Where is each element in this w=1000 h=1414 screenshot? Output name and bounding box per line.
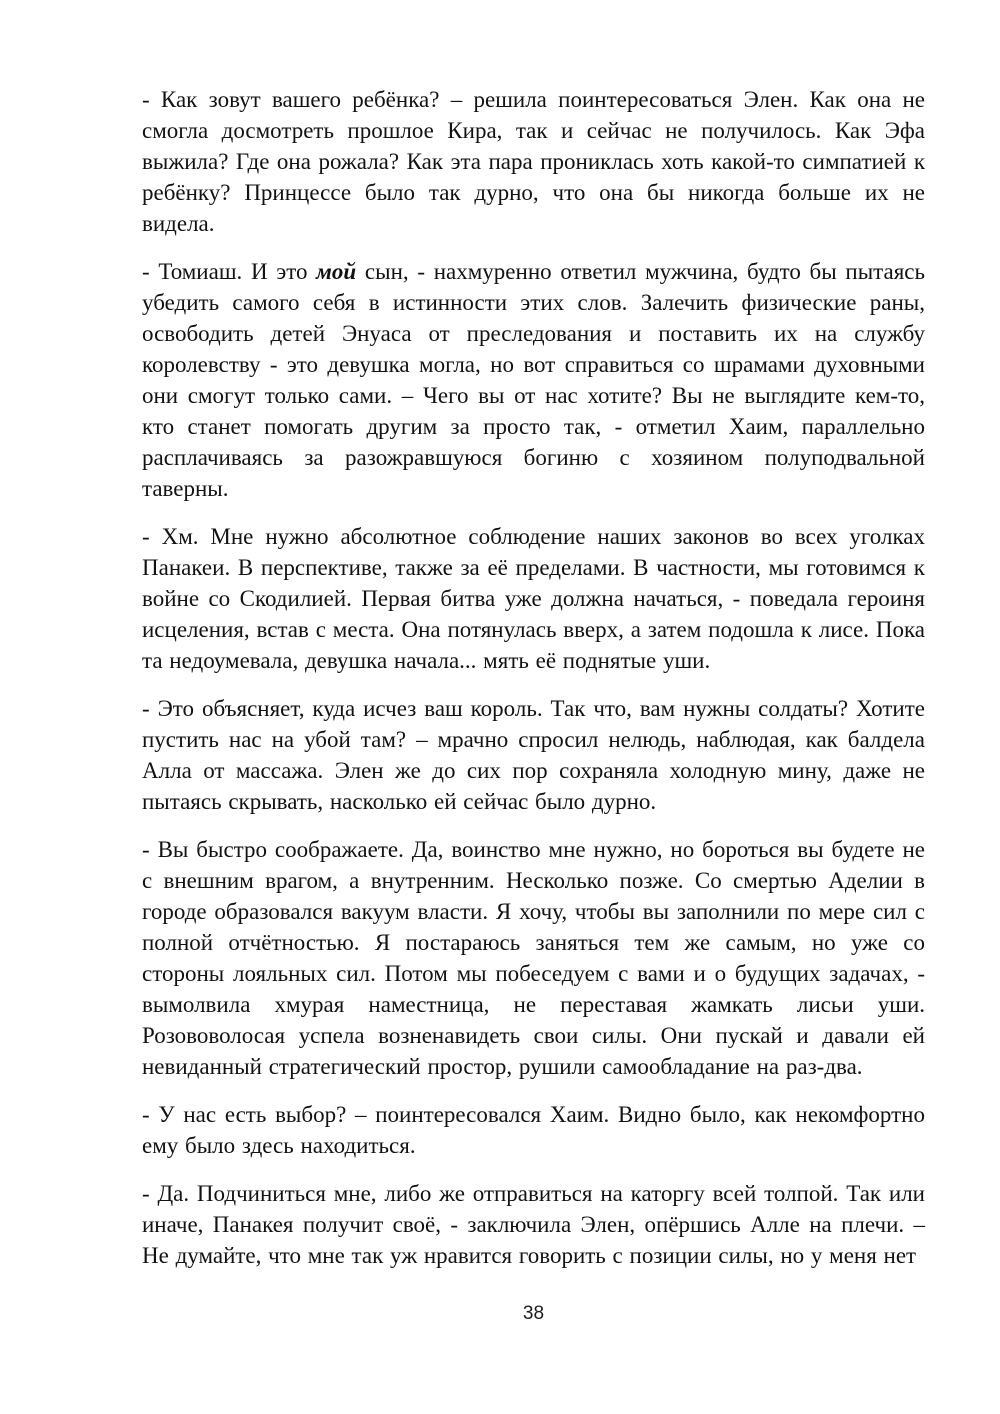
paragraph-text: сын, - нахмуренно ответил мужчина, будто бы пытаясь убедить самого себя в истинности этих слов. Залечить физические раны, освободить детей Энуаса от преследования и поставить их на службу королевству - это девушка могла, но вот справиться со шрамами духовными они смогут только сами. – Чего вы от нас хотите? Вы не выглядите кем-то, кто станет помогать другим за просто так, - отметил Хаим, параллельно расплачиваясь за разожравшуюся богиню с хозяином полуподвальной таверны. xyxy=(142,259,925,501)
paragraph xyxy=(142,521,925,676)
paragraph-text: - Томиаш. И это xyxy=(142,259,317,284)
paragraph xyxy=(142,1099,925,1161)
emphasized-word: мой xyxy=(316,259,357,284)
page-footer xyxy=(142,1303,925,1325)
page-number-label: 38 xyxy=(522,1303,545,1324)
paragraph-text: - Да. Подчиниться мне, либо же отправиться на каторгу всей толпой. Так или иначе, Панакея получит своё, - заключила Элен, опёршись Алле на плечи. – Не думайте, что мне так уж нравится говорить с позиции силы, но у меня нет xyxy=(142,1181,925,1268)
paragraph-text: - Хм. Мне нужно абсолютное соблюдение наших законов во всех уголках Панакеи. В перспективе, также за её пределами. В частности, мы готовимся к войне со Скодилией. Первая битва уже должна начаться, - поведала героиня исцеления, встав с места. Она потянулась вверх, а затем подошла к лисе. Пока та недоумевала, девушка начала... мять её поднятые уши. xyxy=(142,524,925,673)
paragraph xyxy=(142,256,925,504)
paragraph-text: - У нас есть выбор? – поинтересовался Хаим. Видно было, как некомфортно ему было здесь находиться. xyxy=(142,1102,925,1158)
paragraph-text: - Вы быстро соображаете. Да, воинство мне нужно, но бороться вы будете не с внешним врагом, а внутренним. Несколько позже. Со смертью Аделии в городе образовался вакуум власти. Я хочу, чтобы вы заполнили по мере сил с полной отчётностью. Я постараюсь заняться тем же самым, но уже со стороны лояльных сил. Потом мы побеседуем с вами и о будущих задачах, - вымолвила хмурая наместница, не переставая жамкать лисьи уши. Розововолосая успела возненавидеть свои силы. Они пускай и давали ей невиданный стратегический простор, рушили самообладание на раз-два. xyxy=(142,837,925,1079)
paragraph xyxy=(142,84,925,239)
paragraph xyxy=(142,693,925,817)
paragraph-text: - Как зовут вашего ребёнка? – решила поинтересоваться Элен. Как она не смогла досмотреть прошлое Кира, так и сейчас не получилось. Как Эфа выжила? Где она рожала? Как эта пара прониклась хоть какой-то симпатией к ребёнку? Принцессе было так дурно, что она бы никогда больше их не видела. xyxy=(142,87,925,236)
paragraph-text: - Это объясняет, куда исчез ваш король. Так что, вам нужны солдаты? Хотите пустить нас на убой там? – мрачно спросил нелюдь, наблюдая, как балдела Алла от массажа. Элен же до сих пор сохраняла холодную мину, даже не пытаясь скрывать, насколько ей сейчас было дурно. xyxy=(142,696,925,814)
text-column xyxy=(142,84,925,1271)
paragraph xyxy=(142,834,925,1082)
paragraph xyxy=(142,1178,925,1271)
